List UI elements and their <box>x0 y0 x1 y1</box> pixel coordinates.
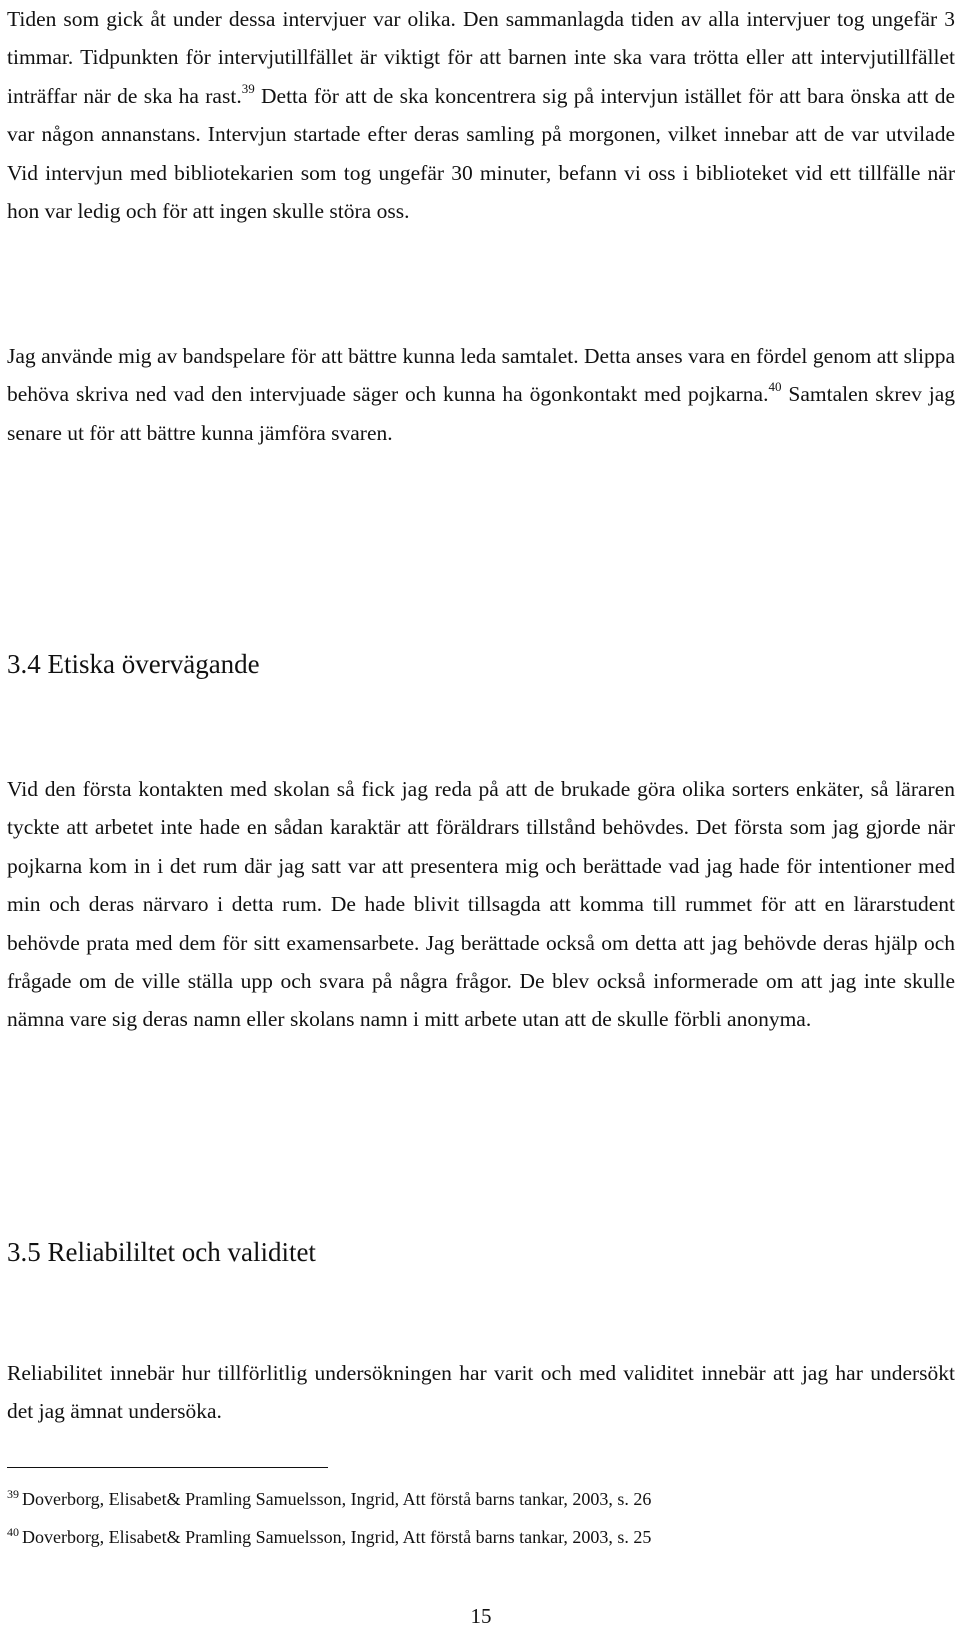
document-page <box>7 0 955 1641</box>
paragraph-text: Detta för att de ska koncentrera sig på intervjun istället för att bara önska att de var någon annanstans. Intervjun startade efter deras samling på morgonen, vilket innebar att de var utvilade Vid intervjun med bibliotekarien som tog ungefär 30 minuter, befann vi oss i biblioteket vid ett tillfälle när hon var ledig och för att ingen skulle störa oss. <box>7 83 955 224</box>
footnote-40 <box>7 1518 955 1556</box>
footnote-number: 39 <box>7 1487 19 1501</box>
footnote-reference-40: 40 <box>768 379 782 395</box>
footnote-separator <box>7 1467 328 1468</box>
paragraph-text: Jag använde mig av bandspelare för att bättre kunna leda samtalet. Detta anses vara en fördel genom att slippa behöva skriva ned vad den intervjuade säger och kunna ha ögonkontakt med pojkarna. <box>7 344 955 407</box>
page-number: 15 <box>470 1604 492 1628</box>
paragraph-tape-recorder <box>7 337 955 452</box>
footnote-number: 40 <box>7 1525 19 1539</box>
paragraph-text: Samtalen skrev jag senare ut för att bättre kunna jämföra svaren. <box>7 382 955 445</box>
footnotes <box>7 1480 955 1556</box>
footnote-text: Doverborg, Elisabet& Pramling Samuelsson, Ingrid, Att förstå barns tankar, 2003, s. 26 <box>22 1489 652 1509</box>
footnote-reference-39: 39 <box>241 80 255 96</box>
paragraph-interview-time <box>7 0 955 230</box>
section-heading-reliability: 3.5 Reliabililtet och validitet <box>7 1237 316 1267</box>
paragraph-reliability: Reliabilitet innebär hur tillförlitlig undersökningen har varit och med validitet innebär att jag har undersökt det jag ämnat undersöka. <box>7 1361 955 1424</box>
section-heading-ethics: 3.4 Etiska övervägande <box>7 649 260 679</box>
footnote-39 <box>7 1480 955 1518</box>
footnote-text: Doverborg, Elisabet& Pramling Samuelsson, Ingrid, Att förstå barns tankar, 2003, s. 25 <box>22 1527 652 1547</box>
paragraph-text: Tiden som gick åt under dessa intervjuer var olika. Den sammanlagda tiden av alla intervjuer tog ungefär 3 timmar. Tidpunkten för intervjutillfället är viktigt för att barnen inte ska vara trötta eller att intervjutillfället inträffar när de ska ha rast. <box>7 7 955 108</box>
paragraph-ethics: Vid den första kontakten med skolan så fick jag reda på att de brukade göra olika sorters enkäter, så läraren tyckte att arbetet inte hade en sådan karaktär att föräldrars tillstånd behövdes. Det första som jag gjorde när pojkarna kom in i det rum där jag satt var att presentera mig och berättade vad jag hade för intentioner med min och deras närvaro i detta rum. De hade blivit tillsagda att komma till rummet för att en lärarstudent behövde prata med dem för sitt examensarbete. Jag berättade också om detta att jag behövde deras hjälp och frågade om de ville ställa upp och svara på några frågor. De blev också informerade om att jag inte skulle nämna vare sig deras namn eller skolans namn i mitt arbete utan att de skulle förbli anonyma. <box>7 777 955 1032</box>
